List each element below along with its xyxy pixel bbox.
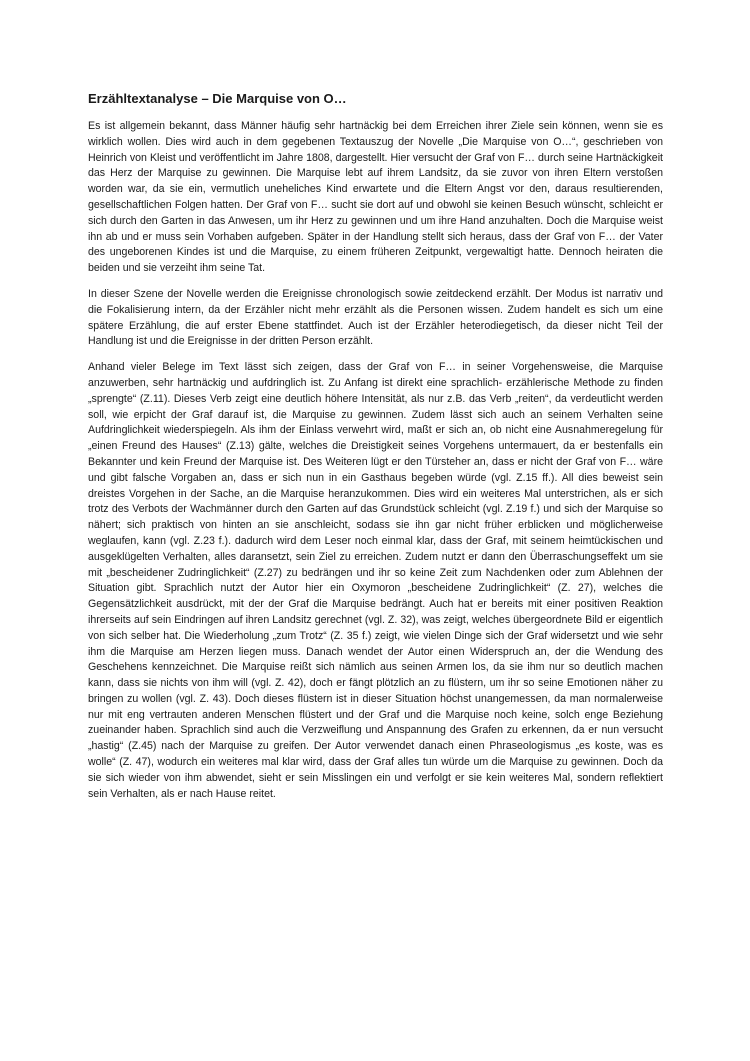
paragraph-narrative-analysis: In dieser Szene der Novelle werden die Ereignisse chronologisch sowie zeitdeckend erzählt. Der Modus ist narrativ und die Fokalisierung intern, da der Erzähler nicht mehr erzählt als die Personen wissen. Zudem handelt es sich um eine spätere Erzählung, die auf erster Ebene stattfindet. Auch ist der Erzähler heterodiegetisch, da dieser nicht Teil der Handlung ist und die Ereignisse in der dritten Person erzählt. — [88, 287, 663, 348]
document-title: Erzähltextanalyse – Die Marquise von O… — [88, 91, 347, 106]
paragraph-main-analysis: Anhand vieler Belege im Text lässt sich zeigen, dass der Graf von F… in seiner Vorgehensweise, die Marquise anzuwerben, sehr hartnäckig und aufdringlich ist. Zu Anfang ist direkt eine sprachlich- erzählerische Methode zu finden „sprengte“ (Z.11). Dieses Verb zeigt eine deutlich höhere Intensität, als nur z.B. das Verb „reiten“, da verdeutlicht werden soll, wie erpicht der Graf darauf ist, die Marquise zu gewinnen. Zudem lässt sich auch an seinem Verhalten seine Aufdringlichkeit wiederspiegeln. Als ihm der Einlass verwehrt wird, maßt er sich an, ob nicht eine Ausnahmeregelung für „einen Freund des Hauses“ (Z.13) gälte, welches die Dreistigkeit seines Vorgehens untermauert, da er bestenfalls ein Bekannter und kein Freund der Marquise ist. Des Weiteren lügt er den Türsteher an, dass er nicht der Graf von F… wäre und gibt falsche Vorgaben an, dass er sich nun in ein Gasthaus begeben würde (vgl. Z.15 ff.). All dies beweist sein dreistes Vorgehen in der Sache, an die Marquise heranzukommen. Dies wird ein weiteres Mal unterstrichen, als er sich trotz des Verbots der Wachmänner durch den Garten auf das Grundstück schleicht (vgl. Z.19 f.) und sich der Marquise so nähert; sich praktisch von hinten an sie anschleicht, sodass sie ihn gar nicht früher erblicken und möglicherweise weglaufen, kann (vgl. Z.23 f.). dadurch wird dem Leser noch einmal klar, dass der Graf, mit seinem heimtückischen und ausgeklügelten Verhalten, alles daransetzt, sein Ziel zu erreichen. Zudem nutzt er dann den Überraschungseffekt um sie mit „bescheidener Zudringlichkeit“ (Z.27) zu bedrängen und ihr so keine Zeit zum Nachdenken oder zum Ablehnen der Situation gibt. Sprachlich nutzt der Autor hier ein Oxymoron „bescheidene Zudringlichkeit“ (Z. 27), welches die Gegensätzlichkeit ausdrückt, mit der der Graf die Marquise bedrängt. Auch hat er bereits mit einer positiven Reaktion ihrerseits auf sein Eindringen auf ihren Landsitz gerechnet (vgl. Z. 32), was zeigt, welches übergeordnete Bild er eigentlich von sich selber hat. Die Wiederholung „zum Trotz“ (Z. 35 f.) zeigt, wie vielen Dinge sich der Graf widersetzt und wie sehr ihm die Marquise am Herzen liegen muss. Danach wendet der Autor einen Widerspruch an, der die Wendung des Geschehens kennzeichnet. Die Marquise reißt sich nämlich aus seinen Armen los, da sie ihm nur so deutlich machen kann, dass sie nichts von ihm will (vgl. Z. 42), doch er fängt plötzlich an zu flüstern, um ihr so seine Emotionen näher zu bringen zu wollen (vgl. Z. 43). Doch dieses flüstern ist in dieser Situation höchst unangemessen, da man normalerweise nur mit eng vertrauten anderen Menschen flüstert und der Graf und die Marquise noch keine, solch enge Beziehung zueinander haben. Sprachlich sind auch die Verzweiflung und Anspannung des Grafen zu erkennen, da er nun versucht „hastig“ (Z.45) nach der Marquise zu greifen. Der Autor verwendet danach einen Phraseologismus „es koste, was es wolle“ (Z. 47), wodurch ein weiteres mal klar wird, dass der Graf alles tun würde um die Marquise zu gewinnen. Doch da sie sich wieder von ihm abwendet, sieht er sein Misslingen ein und verfolgt er sie kein weiteres Mal, sondern reflektiert sein Verhalten, als er nach Hause reitet. — [88, 361, 663, 800]
document-page — [88, 90, 663, 812]
paragraph-introduction: Es ist allgemein bekannt, dass Männer häufig sehr hartnäckig bei dem Erreichen ihrer Ziele sein können, wenn sie es wirklich wollen. Dies wird auch in dem gegebenen Textauszug der Novelle „Die Marquise von O…“, geschrieben von Heinrich von Kleist und veröffentlicht im Jahre 1808, dargestellt. Hier versucht der Graf von F… durch seine Hartnäckigkeit das Herz der Marquise zu gewinnen. Die Marquise lebt auf ihrem Landsitz, da sie zuvor von ihren Eltern verstoßen worden war, da sie ein, vermutlich uneheliches Kind erwartete und die Eltern Angst vor den, daraus resultierenden, gesellschaftlichen Folgen hatten. Der Graf von F… sucht sie dort auf und obwohl sie keinen Besuch wünscht, schleicht er sich durch den Garten in das Anwesen, um ihr Herz zu gewinnen und um ihre Hand anzuhalten. Doch die Marquise weist ihn ab und er muss sein Vorhaben aufgeben. Später in der Handlung stellt sich heraus, dass der Graf von F… der Vater des ungeborenen Kindes ist und die Marquise, zu einem früheren Zeitpunkt, vergewaltigt hatte. Dennoch heiraten die beiden und sie verzeiht ihm seine Tat. — [88, 120, 663, 275]
